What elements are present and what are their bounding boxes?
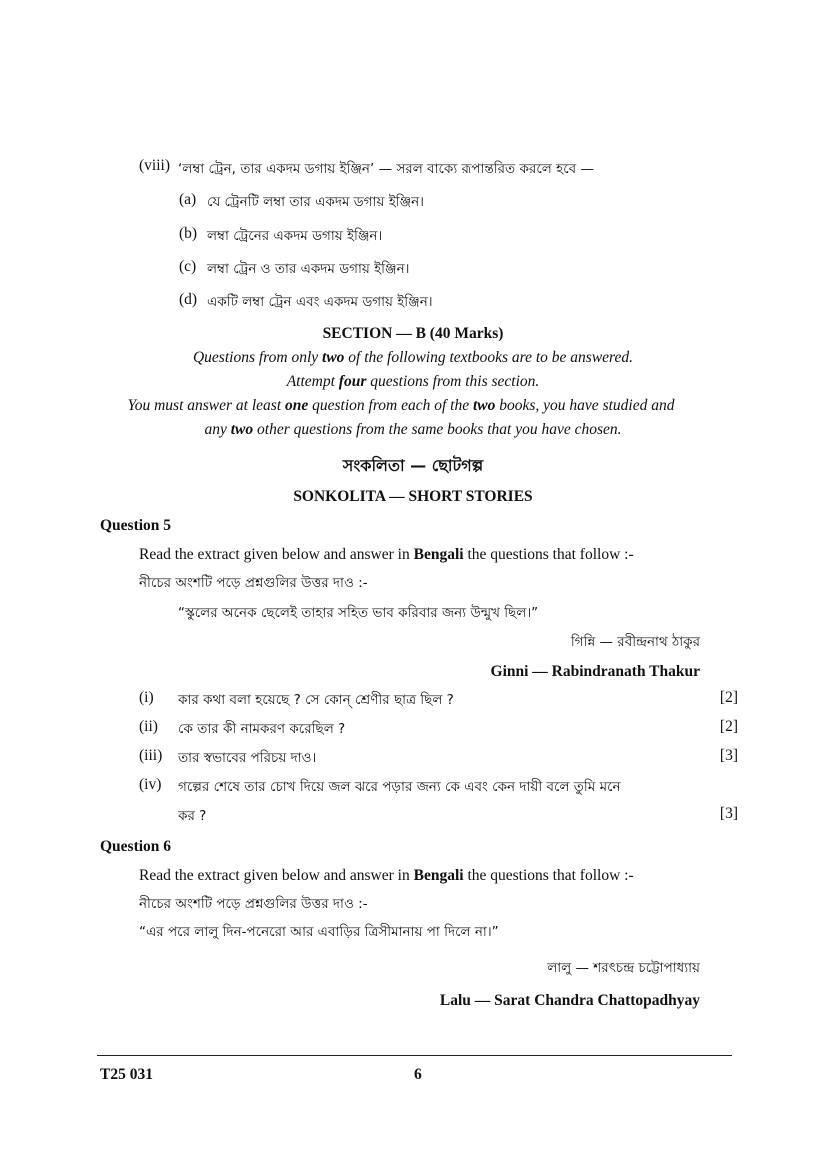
line1-pre: Questions from only [192,349,323,366]
q5-item-i-number: (i) [139,689,154,706]
q6-instr-post: the questions that follow :- [463,867,634,884]
line2-pre: Attempt [286,373,339,390]
option-d-label: (d) [179,291,198,308]
question-6-source-english: Lalu — Sarat Chandra Chattopadhyay [439,992,700,1009]
q5-item-ii-text: কে তার কী নামকরণ করেছিল ? [178,721,346,737]
question-5-source-english: Ginni — Rabindranath Thakur [490,663,700,680]
question-viii-number: (viii) [139,157,170,174]
q6-instr-pre: Read the extract given below and answer in [139,867,414,884]
question-5-heading: Question 5 [100,517,172,534]
section-b-line-3 [0,397,814,415]
q5-item-iv-text: গল্পের শেষে তার চোখ দিয়ে জল ঝরে পড়ার জন্য কে এবং কেন দায়ী বলে তুমি মনে [178,779,621,795]
line4-c: other questions from the same books that you have chosen. [253,421,622,438]
q5-instr-post: the questions that follow :- [463,546,634,563]
option-a-label: (a) [179,191,197,208]
question-viii-prompt: ‘লম্বা ট্রেন, তার একদম ডগায় ইঞ্জিন’ — সরল বাক্যে রূপান্তরিত করলে হবে — [178,161,594,177]
line2-post: questions from this section. [366,373,540,390]
option-d-text: একটি লম্বা ট্রেন এবং একদম ডগায় ইঞ্জিন। [207,294,433,310]
q5-instr-bold: Bengali [413,546,464,563]
section-b-line-1 [0,349,826,367]
line2-bold: four [338,373,367,390]
question-5-instruction [139,546,634,564]
q5-item-i-marks: [2] [719,689,738,706]
footer-paper-code: T25 031 [100,1066,153,1083]
line3-d: two [472,397,496,414]
question-6-instruction-bengali: নীচের অংশটি পড়ে প্রশ্নগুলির উত্তর দাও :- [139,896,368,912]
line4-a: any [204,421,231,438]
question-6-instruction [139,867,634,885]
q5-item-iv-marks: [3] [719,805,738,822]
q5-item-iv-number: (iv) [139,776,162,793]
footer-divider [97,1055,732,1056]
q5-item-ii-marks: [2] [719,718,738,735]
question-5-instruction-bengali: নীচের অংশটি পড়ে প্রশ্নগুলির উত্তর দাও :- [139,575,368,591]
line1-bold: two [322,349,345,366]
option-c-label: (c) [179,258,197,275]
option-b-label: (b) [179,225,198,242]
q5-item-ii-number: (ii) [139,718,158,735]
section-b-line-2 [0,373,826,391]
q5-item-i-text: কার কথা বলা হয়েছে ? সে কোন্ শ্রেণীর ছাত্র ছিল ? [178,692,454,708]
line4-b: two [230,421,254,438]
q5-item-iii-marks: [3] [719,747,738,764]
q5-item-iii-number: (iii) [139,747,163,764]
line3-b: one [285,397,309,414]
book-title-english: SONKOLITA — SHORT STORIES [293,488,533,505]
question-6-heading: Question 6 [100,838,172,855]
question-5-extract: “স্কুলের অনেক ছেলেই তাহার সহিত ভাব করিবার জন্য উন্মুখ ছিল।” [178,605,539,621]
question-5-source-bengali: গিন্নি — রবীন্দ্রনাথ ঠাকুর [570,634,700,650]
q5-item-iii-text: তার স্বভাবের পরিচয় দাও। [178,750,317,766]
line1-post: of the following textbooks are to be answered. [344,349,633,366]
option-b-text: লম্বা ট্রেনের একদম ডগায় ইঞ্জিন। [207,228,383,244]
q5-instr-pre: Read the extract given below and answer in [139,546,414,563]
option-a-text: যে ট্রেনটি লম্বা তার একদম ডগায় ইঞ্জিন। [207,194,424,210]
q5-item-iv-text-continued: কর ? [178,808,207,824]
q6-instr-bold: Bengali [413,867,464,884]
question-6-source-bengali: লালু — শরৎচন্দ্র চট্টোপাধ্যায় [547,960,700,976]
line3-a: You must answer at least [127,397,285,414]
section-b-line-4 [0,421,826,439]
option-c-text: লম্বা ট্রেন ও তার একদম ডগায় ইঞ্জিন। [207,261,410,277]
question-6-extract: “এর পরে লালু দিন-পনেরো আর এবাড়ির ত্রিসীমানায় পা দিলে না।” [139,924,499,940]
line3-e: books, you have studied and [495,397,675,414]
section-b-title: SECTION — B (40 Marks) [322,325,504,342]
book-title-bengali: সংকলিতা — ছোটগল্প [342,456,484,475]
footer-page-number: 6 [414,1066,422,1083]
line3-c: question from each of the [308,397,473,414]
